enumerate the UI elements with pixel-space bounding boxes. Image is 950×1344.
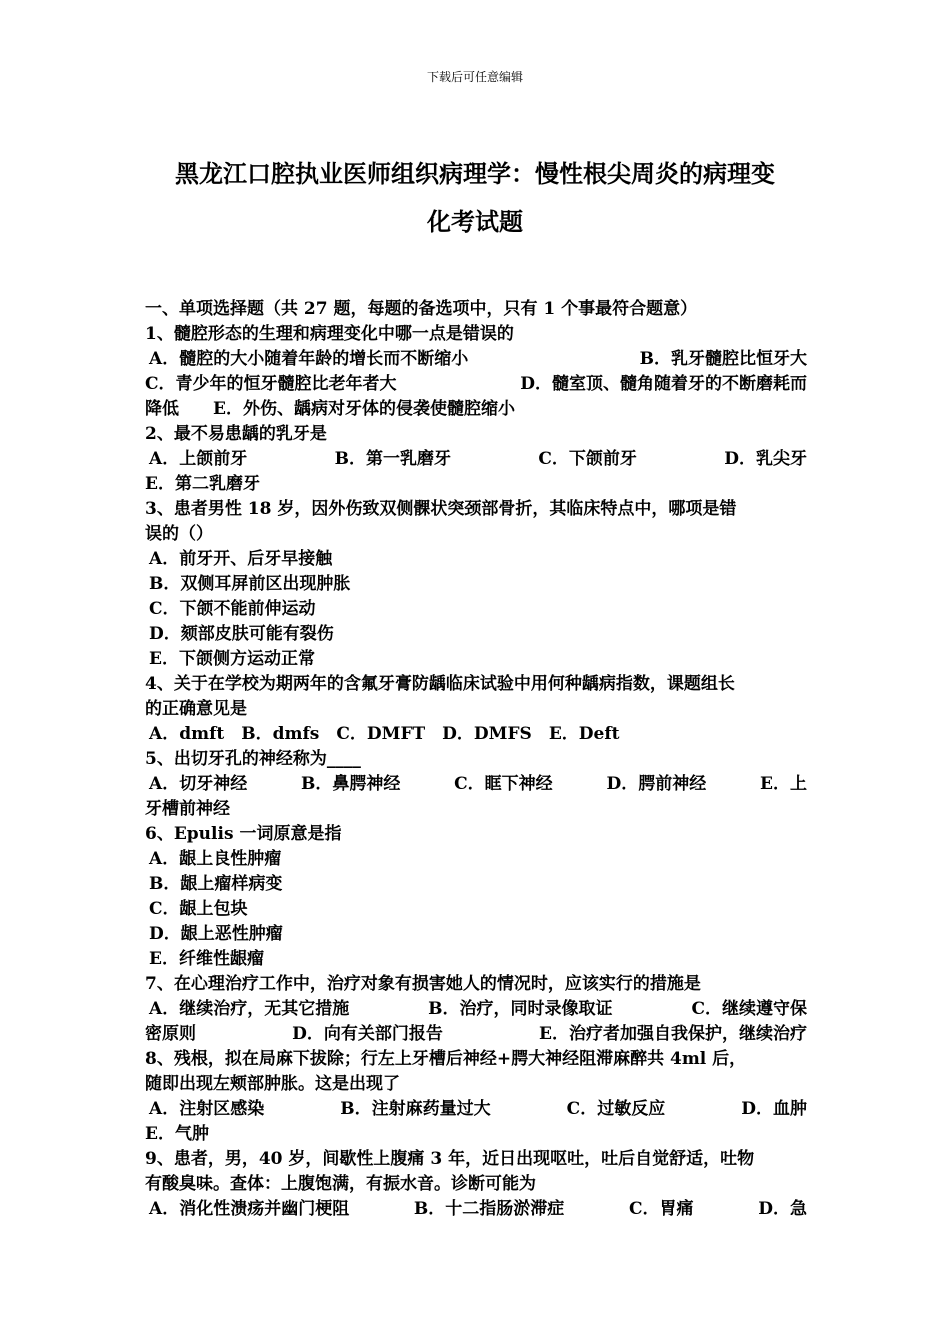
q5-option-c: C．眶下神经 <box>454 774 553 794</box>
q7-option-e: E．治疗者加强自我保护，继续治疗 <box>539 1024 807 1044</box>
q9-option-d: D．急 <box>758 1199 807 1219</box>
q1-option-b: B．乳牙髓腔比恒牙大 <box>639 349 807 369</box>
q1-option-a: A．髓腔的大小随着年龄的增长而不断缩小 <box>149 349 469 369</box>
q6-option-c: C．龈上包块 <box>149 899 248 919</box>
q7-options-row-1 <box>145 997 807 1022</box>
q3-option-d: D．颏部皮肤可能有裂伤 <box>149 624 334 644</box>
q8-option-b: B．注射麻药量过大 <box>340 1099 491 1119</box>
q8-stem-line-1: 8、残根，拟在局麻下拔除；行左上牙槽后神经+腭大神经阻滞麻醉共 4ml 后， <box>145 1049 747 1069</box>
q7-option-d: D．向有关部门报告 <box>292 1024 443 1044</box>
q3-option-a: A．前牙开、后牙早接触 <box>149 549 333 569</box>
question-list <box>145 297 807 1222</box>
document-title <box>120 150 830 246</box>
q2-option-c: C．下颌前牙 <box>538 449 637 469</box>
q3-option-c: C．下颌不能前伸运动 <box>149 599 316 619</box>
q8-options-row-1 <box>145 1097 807 1122</box>
q1-option-d: D．髓室顶、髓角随着牙的不断磨耗而 <box>520 374 807 394</box>
q7-stem: 7、在心理治疗工作中，治疗对象有损害她人的情况时，应该实行的措施是 <box>145 974 701 994</box>
q5-options-row-1 <box>145 772 807 797</box>
q4-stem-line-2: 的正确意见是 <box>145 699 247 719</box>
q9-stem-line-2: 有酸臭味。查体：上腹饱满，有振水音。诊断可能为 <box>145 1174 536 1194</box>
q7-option-a: A．继续治疗，无其它措施 <box>149 999 350 1019</box>
q6-option-a: A．龈上良性肿瘤 <box>149 849 282 869</box>
q3-option-b: B．双侧耳屏前区出现肿胀 <box>149 574 351 594</box>
q6-option-e: E．纤维性龈瘤 <box>149 949 264 969</box>
q9-option-b: B．十二指肠淤滞症 <box>413 1199 565 1219</box>
q2-option-d: D．乳尖牙 <box>724 449 807 469</box>
q6-stem: 6、Epulis 一词原意是指 <box>145 824 342 844</box>
q2-option-b: B．第一乳磨牙 <box>334 449 451 469</box>
q7-option-c: C．继续遵守保 <box>691 999 807 1019</box>
q2-options-row-1 <box>145 447 807 472</box>
q8-option-a: A．注射区感染 <box>149 1099 265 1119</box>
q8-option-e: E．气肿 <box>145 1124 209 1144</box>
q1-options-row-2 <box>145 372 807 397</box>
q6-option-b: B．龈上瘤样病变 <box>149 874 283 894</box>
q8-option-c: C．过敏反应 <box>566 1099 666 1119</box>
q8-option-d: D．血肿 <box>741 1099 807 1119</box>
q9-options-row-1 <box>145 1197 807 1222</box>
q9-option-a: A．消化性溃疡并幽门梗阻 <box>149 1199 350 1219</box>
q7-option-b: B．治疗，同时录像取证 <box>428 999 613 1019</box>
q5-option-d: D．腭前神经 <box>606 774 707 794</box>
title-line-2: 化考试题 <box>427 207 523 236</box>
q5-option-e: E．上 <box>759 774 807 794</box>
q9-stem-line-1: 9、患者，男，40 岁，间歇性上腹痛 3 年，近日出现呕吐，吐后自觉舒适，吐物 <box>145 1149 755 1169</box>
q5-options-row-2: 牙槽前神经 <box>145 799 230 819</box>
q3-stem-line-2: 误的（） <box>145 524 213 544</box>
q6-option-d: D．龈上恶性肿瘤 <box>149 924 283 944</box>
q2-option-e: E．第二乳磨牙 <box>145 474 260 494</box>
page-header: 下载后可任意编辑 <box>426 70 523 84</box>
q1-stem: 1、髓腔形态的生理和病理变化中哪一点是错误的 <box>145 324 514 344</box>
q5-stem: 5、出切牙孔的神经称为____ <box>145 749 361 769</box>
q1-options-row-1 <box>145 347 807 372</box>
q1-option-c: C．青少年的恒牙髓腔比老年者大 <box>145 374 397 394</box>
q2-option-a: A．上颌前牙 <box>149 449 248 469</box>
q4-options: A．dmft B．dmfs C．DMFT D．DMFS E．Deft <box>149 724 620 744</box>
q9-option-c: C．胃痛 <box>628 1199 694 1219</box>
q5-option-a: A．切牙神经 <box>149 774 248 794</box>
q4-stem-line-1: 4、关于在学校为期两年的含氟牙膏防龋临床试验中用何种龋病指数，课题组长 <box>145 674 735 694</box>
title-line-1: 黑龙江口腔执业医师组织病理学：慢性根尖周炎的病理变 <box>175 159 775 188</box>
q5-option-b: B．鼻腭神经 <box>300 774 401 794</box>
q7-options-row-2 <box>145 1022 807 1047</box>
q7-option-c-cont: 密原则 <box>145 1024 196 1044</box>
q3-option-e: E．下颌侧方运动正常 <box>149 649 315 669</box>
q2-stem: 2、最不易患龋的乳牙是 <box>145 424 327 444</box>
q8-stem-line-2: 随即出现左颊部肿胀。这是出现了 <box>145 1074 400 1094</box>
section-heading: 一、单项选择题（共 27 题，每题的备选项中，只有 1 个事最符合题意） <box>145 299 698 319</box>
q1-options-row-3: 降低 E．外伤、龋病对牙体的侵袭使髓腔缩小 <box>145 399 515 419</box>
q3-stem-line-1: 3、患者男性 18 岁，因外伤致双侧髁状突颈部骨折，其临床特点中，哪项是错 <box>145 499 737 519</box>
